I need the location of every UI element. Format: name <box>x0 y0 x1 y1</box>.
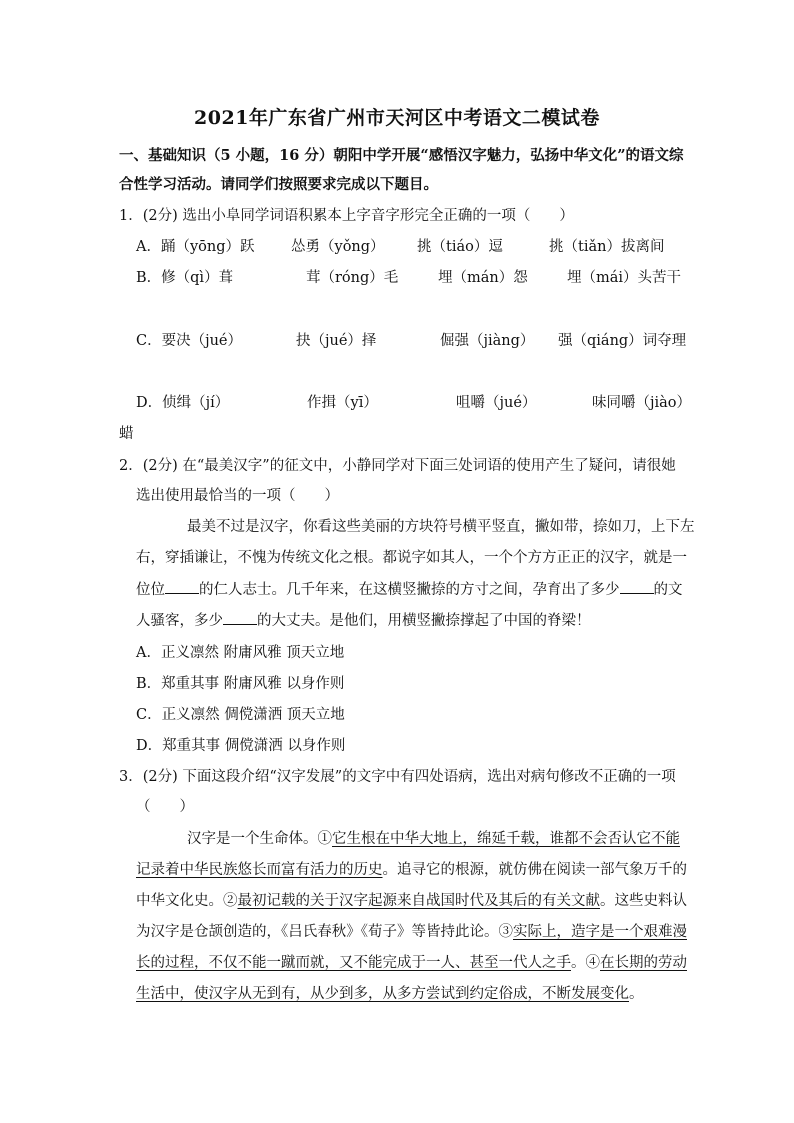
q3-underlined-text: 长的过程，不仅不能一蹴而就，又不能完成于一人、甚至一代人之手 <box>136 955 571 971</box>
q3-underlined-text: 实际上，造字是一个艰难漫 <box>513 924 687 940</box>
q3-text: 为汉字是仓颉创造的，《吕氏春秋》《荀子》等皆持此论。③ <box>136 924 513 940</box>
q1-option-a-3: 挑（tiáo）逗 <box>417 239 503 255</box>
q2-passage-line1: 最美不过是汉字，你看这些美丽的方块符号横平竖直，撇如带，捺如刀，上下左 <box>187 519 695 535</box>
q3-text: 。 <box>629 986 644 1002</box>
q2-stem-line1: 2．(2分) 在“最美汉字”的征文中，小静同学对下面三处词语的使用产生了疑问，请很她 <box>119 458 676 474</box>
q2-passage-text: 位位 <box>136 582 165 598</box>
q3-text: 。这些史料认 <box>600 893 687 909</box>
blank-1 <box>165 579 199 594</box>
q1-option-c-4: 强（qiáng）词夺理 <box>558 333 687 349</box>
q3-text: 。追寻它的根源，就仿佛在阅读一部气象万千的 <box>382 862 687 878</box>
q3-passage-line4 <box>136 922 687 942</box>
q2-option-b: B．郑重其事 附庸风雅 以身作则 <box>136 676 345 692</box>
q1-option-b-2: 茸（róng）毛 <box>306 270 399 286</box>
q2-passage-text: 的文 <box>653 582 683 598</box>
q1-option-c-3: 倔强（jiàng） <box>440 333 535 349</box>
blank-3 <box>223 610 257 625</box>
q1-option-d-4: 味同嚼（jiào） <box>592 395 692 411</box>
section1-intro-line1: 一、基础知识（5 小题，16 分）朝阳中学开展“感悟汉字魅力，弘扬中华文化”的语文综 <box>119 147 684 164</box>
q3-underlined-text: 记录着中华民族悠长而富有活力的历史 <box>136 862 383 878</box>
q3-passage-line1 <box>187 829 680 849</box>
q2-stem-line2: 选出使用最恰当的一项（ ） <box>136 488 339 504</box>
q2-passage-line4 <box>136 610 591 631</box>
q2-passage-text: 的仁人志士。几千年来，在这横竖撇捺的方寸之间，孕育出了多少 <box>199 582 620 598</box>
blank-2 <box>620 579 654 594</box>
q3-text: 中华文化史。② <box>136 893 238 909</box>
q1-option-a-2: 怂勇（yǒng） <box>291 239 385 255</box>
q1-option-c-2: 抉（jué）择 <box>296 333 377 349</box>
q3-text: 。④ <box>571 955 600 971</box>
q1-option-b-4: 埋（mái）头苦干 <box>567 270 682 286</box>
q1-option-c-1: C．要决（jué） <box>136 333 243 349</box>
q1-option-a-4: 挑（tiǎn）拔离间 <box>549 239 665 255</box>
q2-passage-text: 人骚客，多少 <box>136 613 223 629</box>
q3-underlined-text: 最初记载的关于汉字起源来自战国时代及其后的有关文献 <box>237 893 600 909</box>
q3-underlined-text: 生活中，使汉字从无到有，从少到多，从多方尝试到约定俗成，不断发展变化 <box>136 986 629 1002</box>
page-title: 2021年广东省广州市天河区中考语文二模试卷 <box>194 107 600 129</box>
section1-intro-line2: 合性学习活动。请同学们按照要求完成以下题目。 <box>119 176 438 193</box>
q1-option-b-1: B．修（qì）葺 <box>136 270 234 286</box>
q2-passage-line3 <box>136 579 683 600</box>
q2-passage-line2: 右，穿插谦让，不愧为传统文化之根。都说字如其人，一个个方方正正的汉字，就是一 <box>136 550 687 566</box>
q3-passage-line3 <box>136 891 687 911</box>
q1-option-d-wrap: 蜡 <box>119 426 134 442</box>
q3-stem-line2: （ ） <box>136 799 194 815</box>
q2-option-a: A．正义凛然 附庸风雅 顶天立地 <box>136 645 345 661</box>
q1-option-d-1: D．侦缉（jí） <box>136 395 230 411</box>
q1-stem: 1．(2分) 选出小阜同学词语积累本上字音字形完全正确的一项（ ） <box>119 208 574 224</box>
q2-passage-text: 的大丈夫。是他们，用横竖撇捺撑起了中国的脊梁！ <box>257 613 591 629</box>
q3-passage-line5 <box>136 953 687 973</box>
q3-passage-line2 <box>136 860 687 880</box>
q1-option-d-3: 咀嚼（jué） <box>456 395 537 411</box>
q1-option-b-3: 埋（mán）怨 <box>438 270 528 286</box>
q3-underlined-text: 它生根在中华大地上，绵延千载，谁都不会否认它不能 <box>332 831 680 847</box>
q3-text: 汉字是一个生命体。① <box>187 831 332 847</box>
q2-option-c: C．正义凛然 倜傥潇洒 顶天立地 <box>136 707 345 723</box>
q3-underlined-text: 在长期的劳动 <box>600 955 687 971</box>
q1-option-a-1: A．踊（yōng）跃 <box>136 239 255 255</box>
q1-option-d-2: 作揖（yī） <box>307 395 378 411</box>
q2-option-d: D．郑重其事 倜傥潇洒 以身作则 <box>136 738 346 754</box>
q3-stem-line1: 3．(2分) 下面这段介绍“汉字发展”的文字中有四处语病，选出对病句修改不正确的一项 <box>119 769 676 785</box>
q3-passage-line6 <box>136 984 644 1004</box>
